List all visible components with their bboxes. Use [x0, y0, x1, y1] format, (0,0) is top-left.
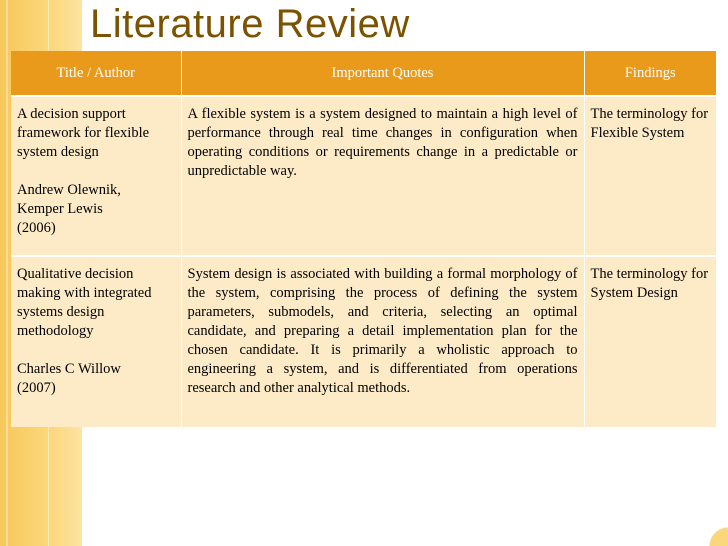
cell-title-author [11, 96, 181, 256]
paper-year: (2007) [17, 380, 56, 396]
literature-table [11, 51, 716, 421]
paper-title: Qualitative decision making with integrated systems design methodology [17, 266, 152, 339]
cell-finding: The terminology for System Design [584, 256, 716, 427]
paper-title: A decision support framework for flexible system design [17, 106, 150, 160]
cell-quote: System design is associated with building a formal morphology of the system, comprising the process of defining the system parameters, submodels, and criteria, selecting an optimal candidate, and preparing a detail implementation plan for the chosen candidate. It is primarily a wholistic approach to engineering a system, and is differentiated from operations research and other analytical methods. [181, 256, 584, 427]
header-title-author: Title / Author [11, 51, 181, 96]
table-header-row [11, 51, 716, 96]
table-row [11, 256, 716, 427]
paper-author: Charles C Willow [17, 361, 121, 377]
paper-author: Andrew Olewnik, [17, 182, 121, 198]
header-findings: Findings [584, 51, 716, 96]
table-row [11, 96, 716, 256]
decorative-corner [688, 506, 728, 546]
paper-year: (2006) [17, 220, 56, 236]
cell-quote: A flexible system is a system designed to maintain a high level of performance through real time changes in configuration when operating conditions or requirements change in a predictable or unpredictable way. [181, 96, 584, 256]
paper-author: Kemper Lewis [17, 201, 103, 217]
cell-title-author [11, 256, 181, 427]
cell-finding: The terminology for Flexible System [584, 96, 716, 256]
header-important-quotes: Important Quotes [181, 51, 584, 96]
slide-title: Literature Review [90, 2, 410, 46]
